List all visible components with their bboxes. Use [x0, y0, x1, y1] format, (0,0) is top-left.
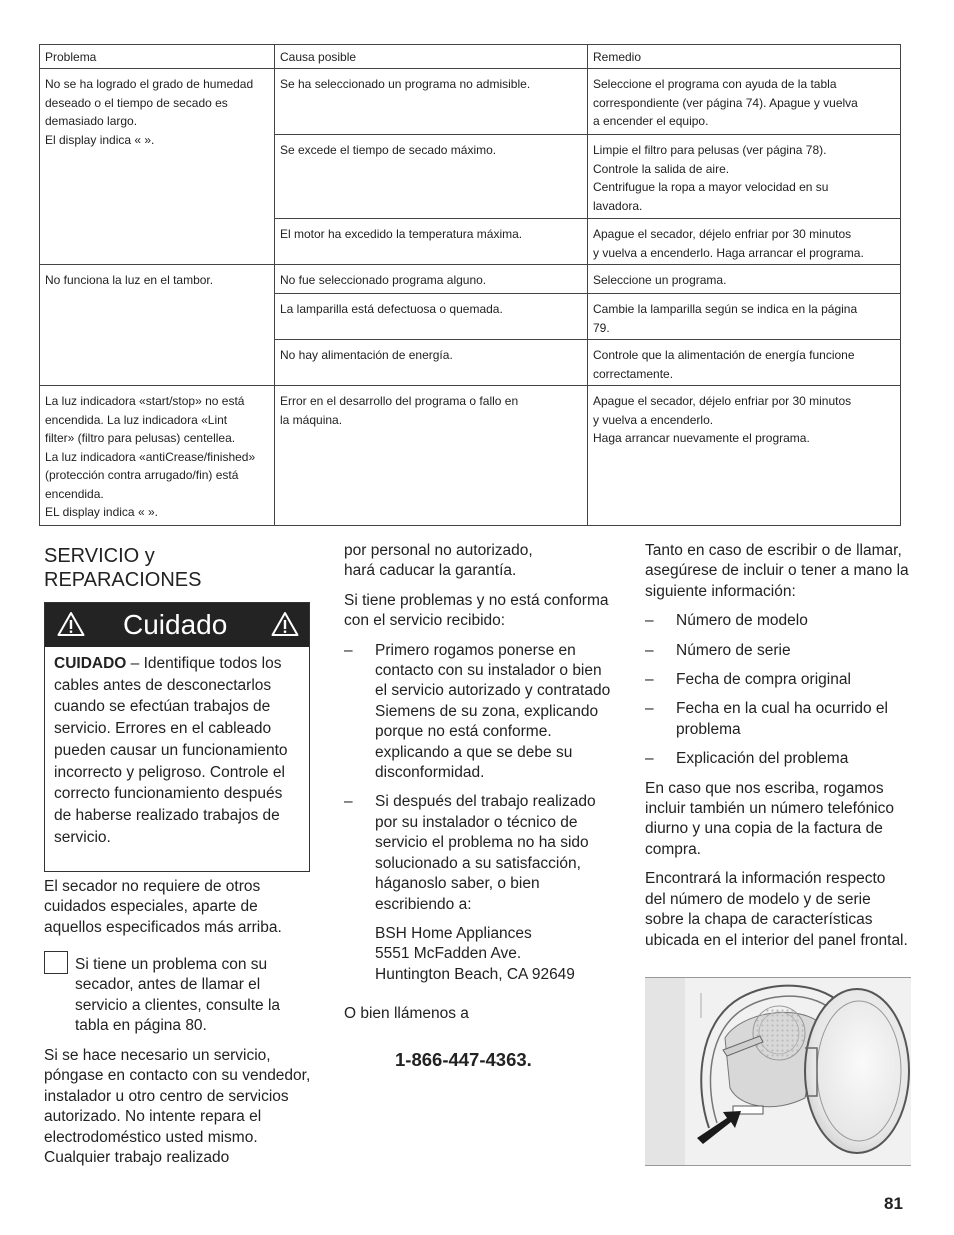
- problem-line: La luz indicadora «start/stop» no está: [45, 394, 245, 408]
- cause-line: Error en el desarrollo del programa o fallo en: [280, 394, 519, 408]
- list-item: [344, 792, 614, 914]
- problem-line: deseado o el tiempo de secado es: [45, 95, 228, 110]
- dash: –: [645, 612, 654, 630]
- cause-line: la máquina.: [280, 412, 343, 427]
- remedy-line: Apague el secador, déjelo enfriar por 30 minutos: [593, 394, 852, 408]
- remedy-cell: [588, 135, 901, 219]
- list-item: [645, 699, 910, 740]
- warning-icon: [57, 611, 85, 637]
- table-row: [40, 265, 901, 294]
- dash: –: [645, 750, 654, 768]
- list-item-text: Primero rogamos ponerse en contacto con su instalador o bien el servicio autorizado y contratado Siemens de su zona, explicando porque no está conforme. explicando a que se debe su disconformidad.: [375, 641, 611, 782]
- remedy-line: Haga arrancar nuevamente el programa.: [593, 431, 810, 445]
- troubleshooting-table: [39, 44, 901, 526]
- remedy-cell: [588, 265, 901, 294]
- cause-cell: [275, 265, 588, 294]
- table-header-row: [40, 45, 901, 69]
- dash: –: [344, 793, 353, 811]
- note-paragraph: [75, 955, 315, 1037]
- cause-cell: [275, 386, 588, 526]
- column-3: [645, 541, 910, 951]
- list-item-text: Número de modelo: [676, 612, 808, 630]
- problem-line: La luz indicadora «antiCrease/finished»: [45, 449, 256, 464]
- header-cause: Causa posible: [275, 45, 588, 69]
- page-number: 81: [884, 1194, 903, 1213]
- remedy-line: Seleccione el programa con ayuda de la tabla: [593, 77, 837, 91]
- cause-cell: [275, 294, 588, 340]
- table-row: [40, 69, 901, 135]
- list-item: [645, 749, 910, 769]
- remedy-line: correspondiente (ver página 74). Apague y vuelva: [593, 95, 858, 110]
- problem-cell: [40, 265, 275, 386]
- remedy-line: lavadora.: [593, 198, 643, 213]
- cause-line: Se ha seleccionado un programa no admisible.: [280, 77, 531, 91]
- dash: –: [645, 671, 654, 689]
- address-line: Huntington Beach, CA 92649: [375, 965, 575, 983]
- dash: –: [344, 641, 353, 659]
- list-item-text: Si después del trabajo realizado por su instalador o técnico de servicio el problema no ha sido solucionado a su satisfacción, háganoslo saber, o bien escribiendo a:: [375, 793, 596, 913]
- heading-line: REPARACIONES: [44, 569, 202, 591]
- problem-cell: [40, 386, 275, 526]
- cause-cell: [275, 135, 588, 219]
- list-item: [645, 611, 910, 631]
- cause-cell: [275, 340, 588, 386]
- remedy-cell: [588, 386, 901, 526]
- remedy-line: Limpie el filtro para pelusas (ver página 78).: [593, 143, 827, 157]
- remedy-line: a encender el equipo.: [593, 114, 709, 128]
- dash: –: [645, 700, 654, 718]
- cause-line: Se excede el tiempo de secado máximo.: [280, 143, 497, 157]
- problem-line: filter» (filtro para pelusas) centellea.: [45, 431, 236, 445]
- remedy-line: Controle la salida de aire.: [593, 161, 730, 176]
- problem-line: EL display indica « ».: [45, 505, 158, 519]
- paragraph: En caso que nos escriba, rogamos incluir también un número telefónico diurno y una copia de la factura de compra.: [645, 779, 894, 858]
- list-item: [645, 641, 910, 661]
- list-item-text: Número de serie: [676, 641, 791, 659]
- remedy-line: y vuelva a encenderlo. Haga arrancar el programa.: [593, 245, 864, 260]
- dash: –: [645, 641, 654, 659]
- problem-line: encendida.: [45, 486, 104, 501]
- cause-cell: [275, 219, 588, 265]
- caution-label: CUIDADO: [54, 655, 127, 672]
- caution-body-text: – Identifique todos los cables antes de desconectarlos cuando se efectúan trabajos de servicio. Errores en el cableado pueden causar un funcionamiento incorrecto y peligroso. Controle el correcto funcionamiento después de haberse realizado trabajos de servicio.: [54, 655, 288, 846]
- remedy-line: Seleccione un programa.: [593, 273, 727, 287]
- address-line: BSH Home Appliances: [375, 924, 532, 942]
- problem-cell: [40, 69, 275, 265]
- list-item-text: Explicación del problema: [676, 750, 849, 768]
- paragraph: por personal no autorizado, hará caducar la garantía.: [344, 542, 533, 580]
- no-care-paragraph: [44, 877, 312, 938]
- caution-box: [44, 602, 310, 872]
- header-problem: Problema: [40, 45, 275, 69]
- remedy-cell: [588, 294, 901, 340]
- problem-line: (protección contra arrugado/fin) está: [45, 468, 239, 482]
- remedy-cell: [588, 69, 901, 135]
- problem-line: encendida. La luz indicadora «Lint: [45, 412, 228, 427]
- warning-icon: [271, 611, 299, 637]
- list-item-text: Fecha en la cual ha ocurrido el problema: [676, 700, 888, 738]
- remedy-line: Centrifugue la ropa a mayor velocidad en su: [593, 180, 829, 194]
- contact-paragraph: [44, 1046, 312, 1168]
- remedy-line: y vuelva a encenderlo.: [593, 412, 714, 427]
- cause-line: La lamparilla está defectuosa o quemada.: [280, 302, 503, 316]
- list-item: [344, 641, 614, 784]
- dryer-door-illustration: [645, 977, 911, 1166]
- heading-line: SERVICIO y: [44, 545, 155, 567]
- problem-line: El display indica « ».: [45, 132, 155, 147]
- remedy-cell: [588, 219, 901, 265]
- paragraph: El secador no requiere de otros cuidados especiales, aparte de aquellos especificados más arriba.: [44, 878, 282, 936]
- note-icon: [44, 951, 68, 974]
- call-us-text: O bien llámenos a: [344, 1005, 469, 1023]
- cause-cell: [275, 69, 588, 135]
- address-line: 5551 McFadden Ave.: [375, 945, 522, 963]
- paragraph: Si tiene problemas y no está conforma con el servicio recibido:: [344, 591, 609, 630]
- caution-header: [45, 603, 309, 647]
- column-2: [344, 541, 614, 1025]
- problem-line: demasiado largo.: [45, 114, 138, 128]
- remedy-line: Apague el secador, déjelo enfriar por 30 minutos: [593, 227, 852, 241]
- address: [344, 924, 614, 985]
- paragraph: Si se hace necesario un servicio, póngase en contacto con su vendedor, instalador u otro centro de servicios autorizado. No intente repara el electrodoméstico usted mismo. Cualquier trabajo realizado: [44, 1047, 311, 1167]
- paragraph: Encontrará la información respecto del número de modelo y de serie sobre la chapa de características ubicada en el interior del panel frontal.: [645, 870, 908, 949]
- table-row: [40, 386, 901, 526]
- remedy-line: Controle que la alimentación de energía funcione: [593, 348, 855, 362]
- list-item-text: Fecha de compra original: [676, 671, 851, 689]
- dryer-drawing: [645, 978, 911, 1165]
- list-item: [645, 670, 910, 690]
- remedy-cell: [588, 340, 901, 386]
- remedy-line: 79.: [593, 320, 610, 335]
- remedy-line: correctamente.: [593, 366, 674, 381]
- header-remedy: Remedio: [588, 45, 901, 69]
- cause-line: No hay alimentación de energía.: [280, 348, 453, 362]
- phone-number[interactable]: 1-866-447-4363.: [395, 1049, 532, 1070]
- caution-text: [45, 647, 309, 854]
- remedy-line: Cambie la lamparilla según se indica en la página: [593, 302, 858, 316]
- paragraph: Si tiene un problema con su secador, antes de llamar el servicio a clientes, consulte la tabla en página 80.: [75, 956, 281, 1035]
- problem-line: No funciona la luz en el tambor.: [45, 273, 214, 287]
- section-heading: [44, 544, 201, 592]
- cause-line: El motor ha excedido la temperatura máxima.: [280, 227, 523, 241]
- caution-title: Cuidado: [123, 609, 228, 640]
- paragraph: Tanto en caso de escribir o de llamar, asegúrese de incluir o tener a mano la siguiente información:: [645, 542, 909, 600]
- problem-line: No se ha logrado el grado de humedad: [45, 77, 254, 91]
- cause-line: No fue seleccionado programa alguno.: [280, 273, 487, 287]
